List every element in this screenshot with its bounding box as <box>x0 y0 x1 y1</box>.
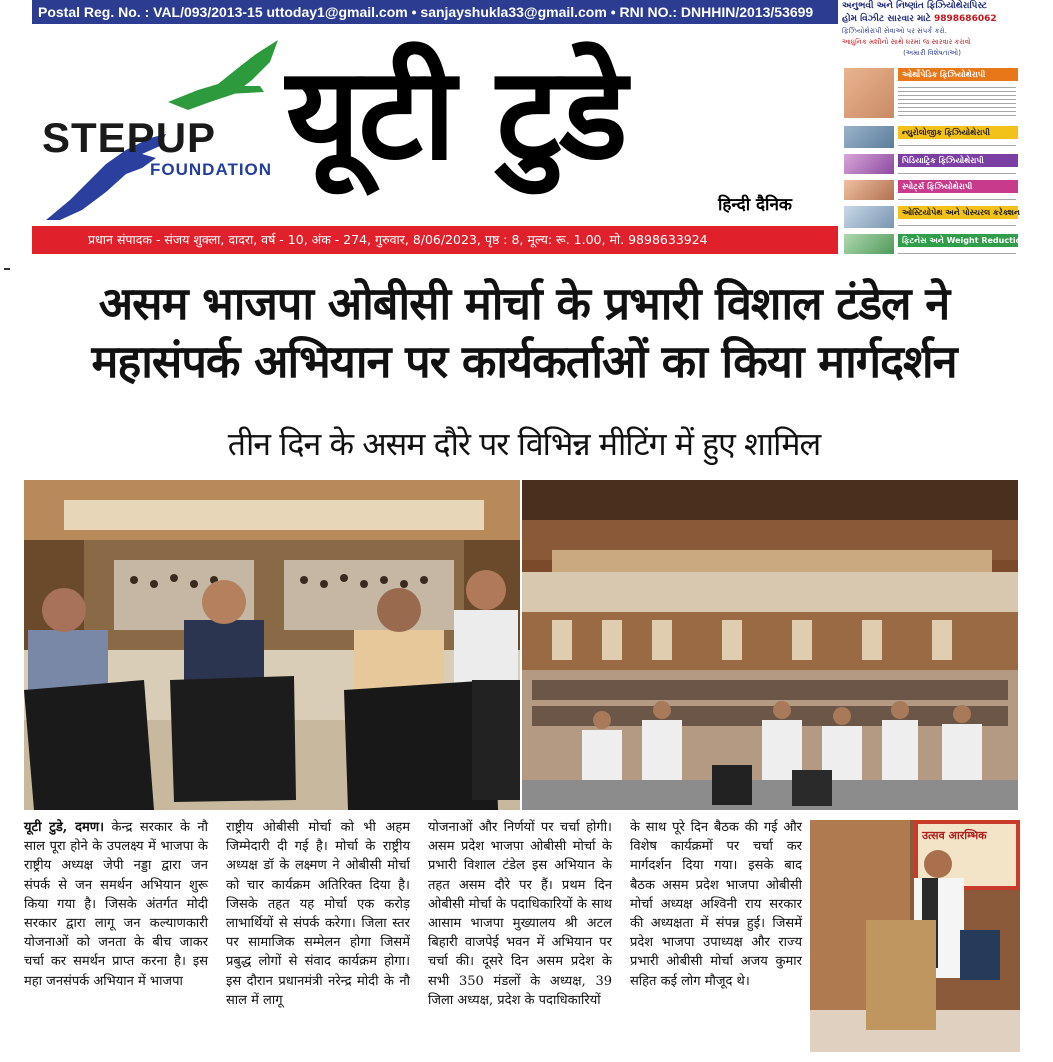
article-column-2 <box>226 818 410 1010</box>
ad-block-sports <box>842 178 1018 202</box>
banner-text: उत्सव आरम्भिक <box>922 829 987 842</box>
ad-block-text <box>898 196 1016 200</box>
article-column-3 <box>428 818 612 1010</box>
daily-label: हिन्दी दैनिक <box>718 195 792 215</box>
column-text: के साथ पूरे दिन बैठक की गई और विशेष कार्यक्रमों पर चर्चा कर मार्गदर्शन दिया गया। इसके बाद बैठक असम प्रदेश भाजपा ओबीसी मोर्चा अध्यक्ष अश्विनी राय सरकार की अध्यक्षता में संपन्न हुई। जिसमें प्रदेश भाजपा उपाध्यक्ष और राज्य प्रभारी ओबीसी मोर्चा अजय कुमार सहित कई लोग मौजूद थे। <box>630 820 802 989</box>
ad-block-text <box>898 170 1016 174</box>
ad-phone-text: હોમ વિઝીટ સારવાર માટે <box>842 14 931 24</box>
ad-block-fitness <box>842 232 1053 256</box>
photo-meeting-dais <box>24 480 520 810</box>
logo-wordmark: STEPUP <box>42 114 217 161</box>
ad-services-line: ફિઝિયોથેરાપી સેવાઓ પર સંપર્ક કરો. <box>842 27 947 35</box>
column-text: योजनाओं और निर्णयों पर चर्चा होगी। असम प्रदेश भाजपा ओबीसी मोर्चा के प्रभारी विशाल टंडेल इस अभियान के तहत असम दौरे पर हैं। प्रथम दिन ओबीसी मोर्चा के पदाधिकारियों के साथ आसाम भाजपा मुख्यालय श्री अटल बिहारी वाजपेई भवन में अभियान पर चर्चा की। दूसरे दिन असम प्रदेश के सभी 350 मंडलों के अध्यक्ष, 39 जिला अध्यक्ष, प्रदेश के पदाधिकारियों <box>428 820 612 1008</box>
ad-block-title: ફિટનેસ અને Weight Reduction સારવાર <box>898 234 1018 247</box>
ad-block-title: ઓર્થોપેડિક ફિઝિયોથેરાપી <box>898 68 1018 81</box>
photo-audience-hall <box>522 480 1018 810</box>
article-dateline: यूटी टुडे, दमण। <box>24 820 105 835</box>
ad-photo <box>844 68 894 118</box>
ad-block-text <box>898 142 1016 148</box>
ad-block-text <box>898 84 1016 118</box>
editor-info-bar: प्रधान संपादक - संजय शुक्ला, दादरा, वर्ष - 10, अंक - 274, गुरुवार, 8/06/2023, पृष्ठ : 8, मूल्य: रू. 1.00, मो. 9898633924 <box>32 226 838 254</box>
green-hand-icon <box>168 40 278 112</box>
ad-headline: અનુભવી અને નિષ્ણાંત ફિઝિયોથેરાપિસ્ટ <box>842 1 988 11</box>
ad-block-title: ઓસ્ટિયોપેથ અને પોસ્ચરલ કરેક્શન <box>898 206 1018 219</box>
ad-specialities-label: (અમારી વિશેષતાઓ) <box>903 49 961 57</box>
article-column-1 <box>24 818 208 991</box>
ad-block-text <box>898 222 1016 228</box>
article-subheadline: तीन दिन के असम दौरे पर विभिन्न मीटिंग में हुए शामिल <box>227 425 821 463</box>
ad-block-pediatric <box>842 152 1018 176</box>
headline-line-2: महासंपर्क अभियान पर कार्यकर्ताओं का किया मार्गदर्शन <box>91 335 957 388</box>
stepup-foundation-logo <box>38 40 278 220</box>
ad-phone-line <box>842 13 1022 26</box>
column-marker <box>4 268 10 270</box>
ad-block-orthopedic <box>842 66 1018 120</box>
column-text: राष्ट्रीय ओबीसी मोर्चा को भी अहम जिम्मेदारी दी गई है। मोर्चा के राष्ट्रीय अध्यक्ष डॉ के लक्ष्मण ने ओबीसी मोर्चा को चार कार्यक्रम अतिरिक्त दिया है। जिसके तहत यह मोर्चा एक करोड़ लाभार्थियों से संपर्क करेगा। जिला स्तर पर सामाजिक सम्मेलन होगा जिसमें प्रबुद्ध लोगों से संवाद कार्यक्रम होगा। इस दौरान प्रधानमंत्री नरेन्द्र मोदी के नौ साल में लागू <box>226 820 410 1008</box>
ad-block-text <box>898 250 1016 254</box>
ad-phone-number: 9898686062 <box>934 14 997 24</box>
ad-photo <box>844 206 894 228</box>
ad-photo <box>844 126 894 148</box>
headline-line-1: असम भाजपा ओबीसी मोर्चा के प्रभारी विशाल टंडेल ने <box>98 277 950 330</box>
ad-block-title: સ્પોર્ટ્સ ફિઝિયોથેરાપી <box>898 180 1018 193</box>
newspaper-title: यूटी टुडे <box>286 40 626 189</box>
ad-photo <box>844 180 894 200</box>
ad-block-title: ન્યુરોલોજીક ફિઝિયોથેરાપી <box>898 126 1018 139</box>
physiotherapy-ad <box>842 0 1053 258</box>
photo-speaker-podium <box>810 820 1020 1052</box>
article-column-4 <box>630 818 802 991</box>
ad-block-neurologic <box>842 124 1018 150</box>
ad-block-title: પિડિયાટ્રિક ફિઝિયોથેરાપી <box>898 154 1018 167</box>
logo-subtext: FOUNDATION <box>150 160 273 179</box>
postal-registration-bar: Postal Reg. No. : VAL/093/2013-15 uttoday1@gmail.com • sanjayshukla33@gmail.com • RNI NO.: DNHHIN/2013/53699 <box>32 0 838 24</box>
ad-machines-line: આધુનિક મશીનો સાથે ઘરમાં જ સારવાર કરાવો <box>842 38 971 46</box>
ad-photo <box>844 154 894 174</box>
article-headline <box>24 275 1024 391</box>
ad-block-osteopath <box>842 204 1018 230</box>
ad-photo <box>844 234 894 254</box>
column-text: केन्द्र सरकार के नौ साल पूरा होने के उपलक्ष्य में भाजपा के राष्ट्रीय अध्यक्ष जेपी नड्डा द्वारा जन संपर्क से जन समर्थन अभियान शुरू किया गया है। जिसके अंतर्गत मोदी सरकार द्वारा लागू जन कल्याणकारी योजनाओं को जनता के बीच जाकर चर्चा कर समर्थन प्राप्त करना है। इस महा जनसंपर्क अभियान में भाजपा <box>24 820 208 989</box>
